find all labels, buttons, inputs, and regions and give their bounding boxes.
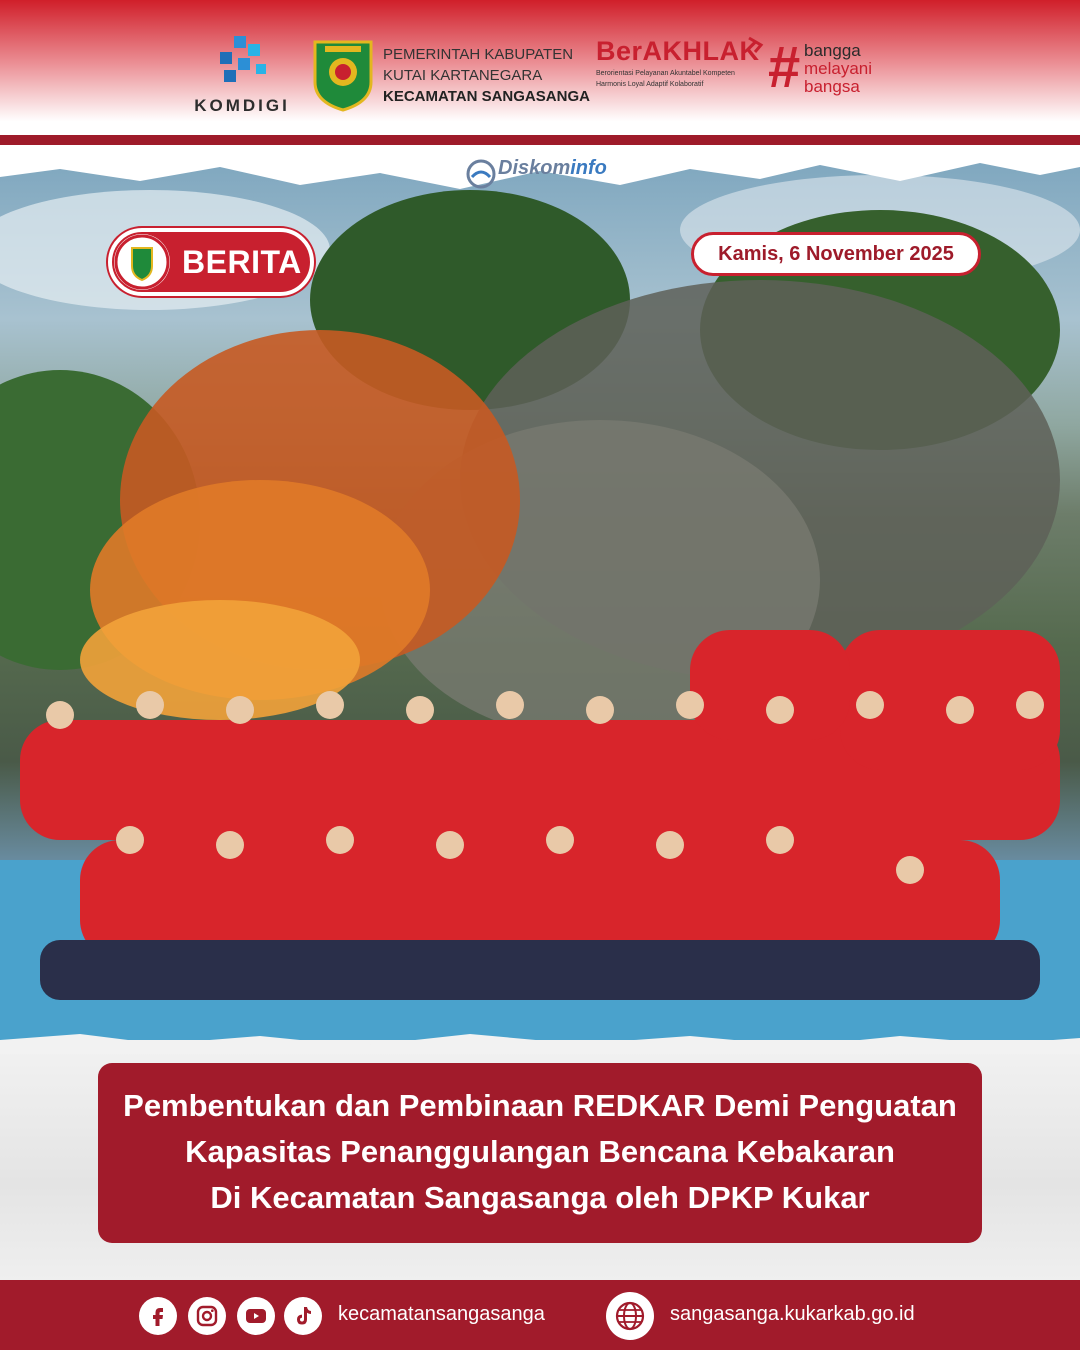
gov-line-3: KECAMATAN SANGASANGA <box>383 88 590 105</box>
bangga-word-1: bangga <box>804 41 861 60</box>
komdigi-icon <box>214 36 270 84</box>
tiktok-icon <box>291 1304 315 1328</box>
bangga-melayani-bangsa-logo <box>768 35 908 102</box>
chevron-icon <box>746 36 764 54</box>
berakhlak-title: BerAKHLAK <box>596 36 760 66</box>
youtube-icon <box>244 1304 268 1328</box>
berita-badge <box>108 228 314 296</box>
diskominfo-brand: Diskom <box>498 157 571 179</box>
gov-line-2: KUTAI KARTANEGARA <box>383 67 543 84</box>
facebook-icon <box>146 1304 170 1328</box>
komdigi-logo <box>186 36 298 118</box>
social-handle[interactable]: kecamatansangasanga <box>338 1303 545 1325</box>
sangasanga-seal-icon <box>114 234 170 290</box>
komdigi-label: KOMDIGI <box>194 96 290 115</box>
instagram-icon <box>195 1304 219 1328</box>
globe-icon <box>614 1300 646 1332</box>
berakhlak-subtitle-1: Berorientasi Pelayanan Akuntabel Kompeten <box>596 70 735 77</box>
website-link[interactable]: sangasanga.kukarkab.go.id <box>670 1303 915 1325</box>
headline-line-3: Di Kecamatan Sangasanga oleh DPKP Kukar <box>210 1180 870 1215</box>
header-divider <box>0 135 1080 145</box>
torn-bottom-edge <box>0 1030 1080 1054</box>
bangga-word-3: bangsa <box>804 77 860 96</box>
instagram-link[interactable] <box>188 1297 226 1335</box>
berakhlak-subtitle-2: Harmonis Loyal Adaptif Kolaboratif <box>596 81 704 88</box>
gov-line-1: PEMERINTAH KABUPATEN <box>383 46 574 63</box>
diskominfo-accent: info <box>570 157 607 179</box>
bangga-word-2: melayani <box>804 59 873 78</box>
berita-label: BERITA <box>182 244 302 280</box>
diskominfo-icon <box>466 159 496 189</box>
date-badge: Kamis, 6 November 2025 <box>691 232 981 276</box>
hashtag-icon: # <box>768 35 801 100</box>
facebook-link[interactable] <box>139 1297 177 1335</box>
website-globe[interactable] <box>606 1292 654 1340</box>
headline-line-2: Kapasitas Penanggulangan Bencana Kebakaran <box>185 1134 895 1169</box>
kutai-kartanegara-emblem-icon <box>311 36 375 112</box>
diskominfo-watermark <box>466 155 616 191</box>
headline-box <box>98 1063 982 1243</box>
tiktok-link[interactable] <box>284 1297 322 1335</box>
berakhlak-logo <box>596 36 766 106</box>
headline-line-1: Pembentukan dan Pembinaan REDKAR Demi Penguatan <box>123 1088 957 1123</box>
government-name <box>383 44 593 107</box>
youtube-link[interactable] <box>237 1297 275 1335</box>
